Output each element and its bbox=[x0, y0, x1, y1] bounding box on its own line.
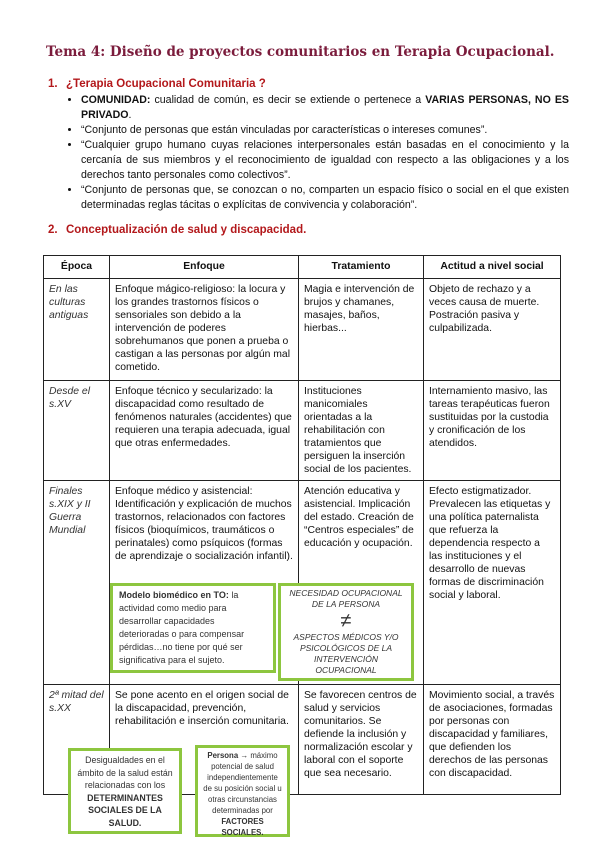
table-row bbox=[44, 279, 561, 381]
cell: En las culturas antiguas bbox=[44, 279, 110, 381]
cell: Objeto de rechazo y a veces causa de muerte. Postración pasiva y culpabilizada. bbox=[424, 279, 561, 381]
cell: Finales s.XIX y II Guerra Mundial bbox=[44, 481, 110, 685]
cell: Se favorecen centros de salud y servicios comunitarios. Se defiende la inclusión y normalización escolar y laboral con el soporte que sea necesario. bbox=[299, 685, 424, 795]
list-item: • COMUNIDAD: cualidad de común, es decir se extiende o pertenece a VARIAS PERSONAS, NO ES PRIVADO. bbox=[81, 93, 569, 123]
cell: Efecto estigmatizador. Prevalecen las etiquetas y una política paternalista que refuerza la dependencia respecto a las instituciones y el desarrollo de nuevas formas de discriminación social y laboral. bbox=[424, 481, 561, 685]
cell: Movimiento social, a través de asociaciones, formadas por personas con discapacidad y familiares, que defienden los derechos de las personas con discapacidad. bbox=[424, 685, 561, 795]
section-heading-1: 1. ¿Terapia Ocupacional Comunitaria ? bbox=[48, 78, 266, 90]
note-persona: Persona → máximo potencial de salud independientemente de su posición social u otras circunstancias determinadas por FACTORES SOCIALES. bbox=[195, 745, 290, 837]
cell: Se pone acento en el origen social de la discapacidad, prevención, rehabilitación e inserción comunitaria. bbox=[110, 685, 299, 795]
header-epoca: Época bbox=[44, 256, 110, 279]
table-row bbox=[44, 381, 561, 481]
cell: Enfoque mágico-religioso: la locura y los grandes trastornos físicos o sensoriales son debido a la intervención de poderes sobrehumanos que ponen a prueba o castigan a las personas por algún mal cometido. bbox=[110, 279, 299, 381]
cell: Instituciones manicomiales orientadas a la rehabilitación con tratamientos que persiguen la inserción social de los pacientes. bbox=[299, 381, 424, 481]
note-occupational-need: NECESIDAD OCUPACIONAL DE LA PERSONA ≠ ASPECTOS MÉDICOS Y/O PSICOLÓGICOS DE LA INTERVENCIÓN OCUPACIONAL bbox=[278, 583, 414, 681]
cell: Internamiento masivo, las tareas terapéuticas fueron sustituidas por la custodia y cronificación de los atendidos. bbox=[424, 381, 561, 481]
table-header bbox=[44, 256, 561, 279]
note-biomedical-model: Modelo biomédico en TO: la actividad como medio para desarrollar capacidades deterioradas o para compensar pérdidas…no tiene por qué ser significativa para el sujeto. bbox=[110, 583, 276, 673]
header-tratamiento: Tratamiento bbox=[299, 256, 424, 279]
page-title: Tema 4: Diseño de proyectos comunitarios en Terapia Ocupacional. bbox=[46, 44, 555, 60]
note-inequalities: Desigualdades en el ámbito de la salud están relacionadas con los DETERMINANTES SOCIALES DE LA SALUD. bbox=[68, 748, 182, 834]
header-actitud: Actitud a nivel social bbox=[424, 256, 561, 279]
not-equal-icon: ≠ bbox=[340, 610, 352, 632]
list-item: • “Conjunto de personas que, se conozcan o no, comparten un espacio físico o social en el que existen determinadas reglas tácitas o explícitas de convivencia y colaboración”. bbox=[81, 183, 569, 213]
section-heading-2: 2. Conceptualización de salud y discapacidad. bbox=[48, 224, 307, 236]
cell: Desde el s.XV bbox=[44, 381, 110, 481]
cell: Enfoque médico y asistencial: Identificación y explicación de muchos trastornos, relacionados con factores físicos (bioquímicos, traumáticos o perinatales) como psíquicos (formas de aprendizaje o socialización infantil). bbox=[110, 481, 299, 685]
header-enfoque: Enfoque bbox=[110, 256, 299, 279]
bullet-list bbox=[65, 93, 569, 213]
cell: 2ª mitad del s.XX bbox=[44, 685, 110, 795]
cell: Magia e intervención de brujos y chamanes, masajes, baños, hierbas... bbox=[299, 279, 424, 381]
list-item: • “Conjunto de personas que están vinculadas por características o intereses comunes”. bbox=[81, 123, 569, 138]
cell: Atención educativa y asistencial. Implicación del estado. Creación de “Centros especiales” de educación y ocupación. bbox=[299, 481, 424, 685]
list-item: • “Cualquier grupo humano cuyas relaciones interpersonales están basadas en el conocimiento y la cercanía de sus miembros y el reconocimiento de igualdad con respecto a las obligaciones y a los derechos tanto personales como colectivos”. bbox=[81, 138, 569, 183]
cell: Enfoque técnico y secularizado: la discapacidad como resultado de fenómenos naturales (accidentes) que requieren una terapia adecuada, igual que otras enfermedades. bbox=[110, 381, 299, 481]
history-table bbox=[43, 255, 561, 795]
